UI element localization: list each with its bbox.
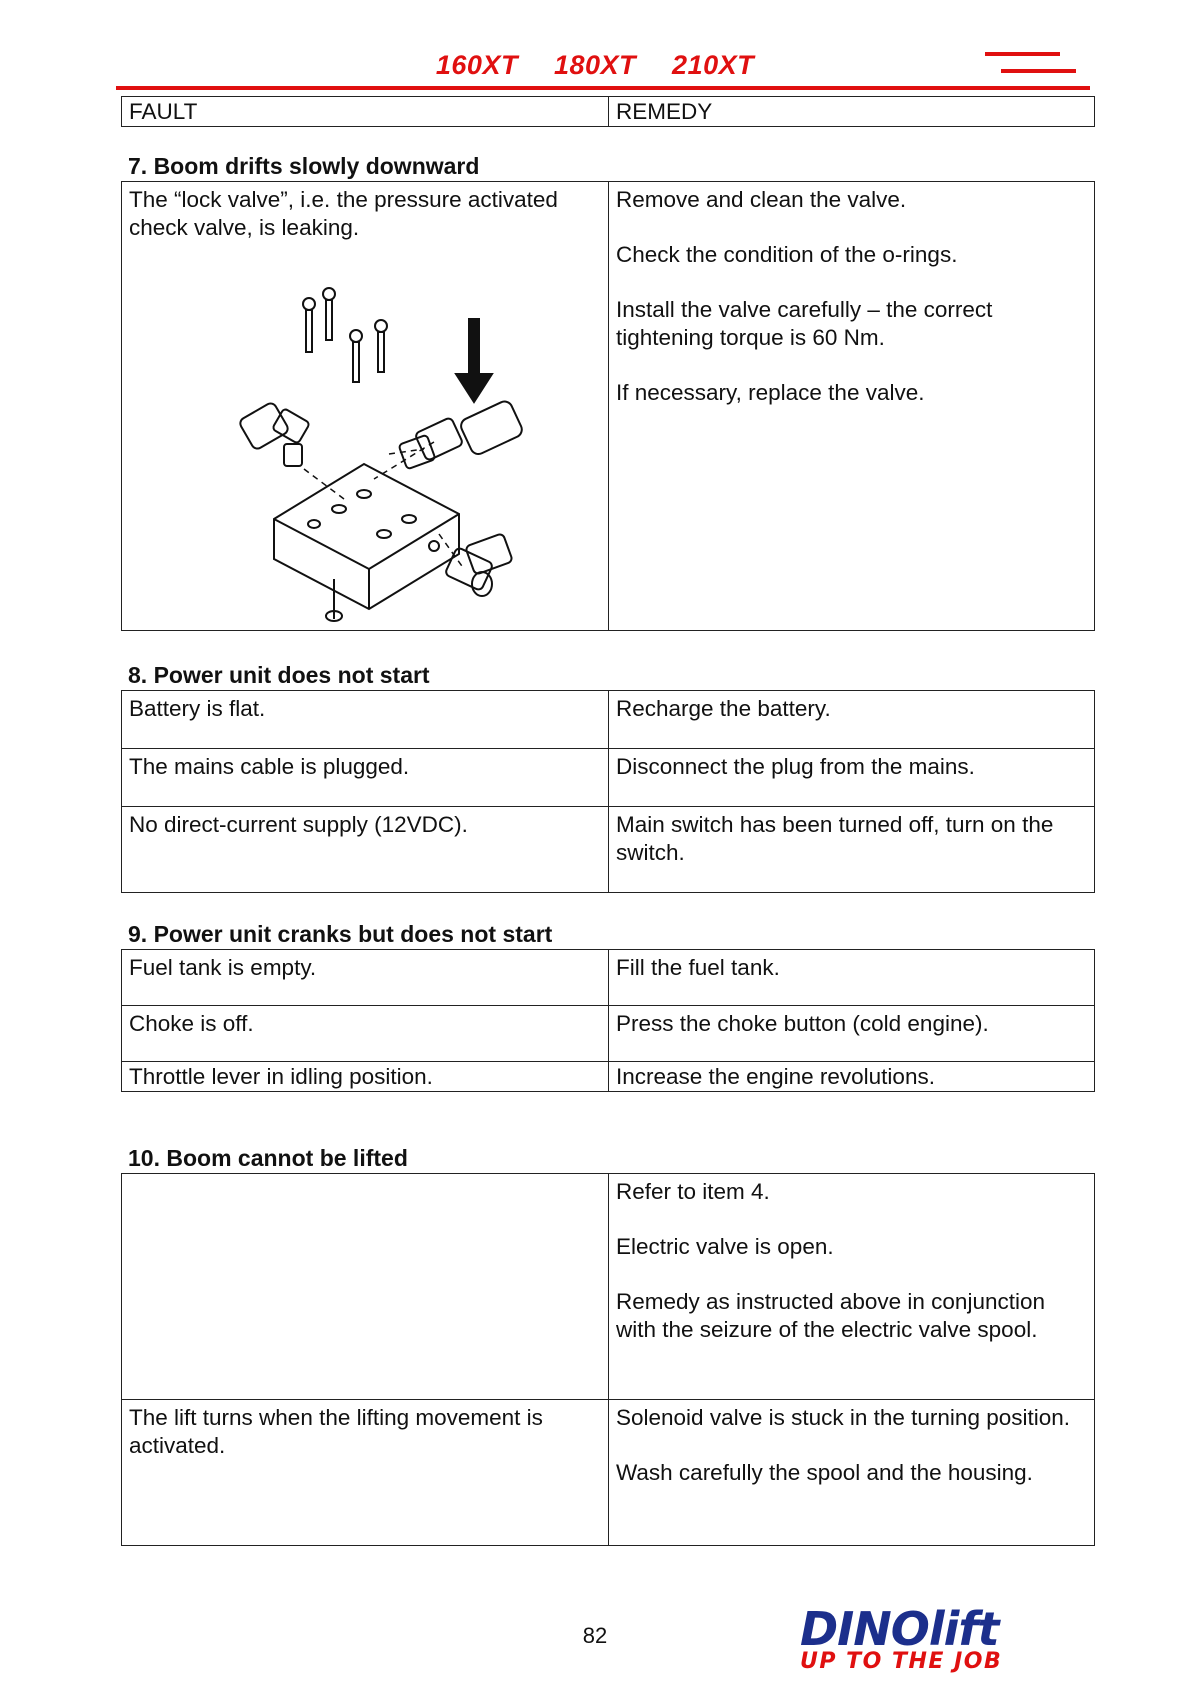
screw-illustration — [303, 288, 387, 382]
remedy-text: Remove and clean the valve. — [616, 187, 907, 212]
column-header-table — [121, 96, 1095, 127]
remedy-cell: Recharge the battery. — [609, 691, 1095, 749]
section-title: 10. Boom cannot be lifted — [128, 1145, 408, 1171]
section-7-table — [121, 181, 1095, 631]
fault-cell: No direct-current supply (12VDC). — [122, 807, 609, 893]
remedy-text: Check the condition of the o-rings. — [616, 242, 958, 267]
page-number: 82 — [582, 1623, 608, 1648]
section-10-table — [121, 1173, 1095, 1546]
remedy-text: If necessary, replace the valve. — [616, 380, 925, 405]
section-8-table — [121, 690, 1095, 893]
fault-cell — [122, 182, 609, 631]
fault-cell: Throttle lever in idling position. — [122, 1062, 609, 1092]
model-name: 180XT — [553, 50, 637, 80]
section-9-table — [121, 949, 1095, 1092]
remedy-text: Solenoid valve is stuck in the turning position. — [616, 1405, 1071, 1430]
remedy-text: Refer to item 4. — [616, 1179, 770, 1204]
left-fitting — [238, 401, 310, 466]
remedy-cell — [609, 1174, 1095, 1400]
remedy-cell: Disconnect the plug from the mains. — [609, 749, 1095, 807]
model-name: 160XT — [435, 50, 518, 80]
remedy-text: Electric valve is open. — [616, 1234, 834, 1259]
section-title: 7. Boom drifts slowly downward — [128, 153, 480, 179]
section-title: 9. Power unit cranks but does not start — [128, 921, 553, 947]
check-valve — [398, 319, 524, 469]
remedy-text: Wash carefully the spool and the housing. — [616, 1460, 1033, 1485]
fault-cell: The mains cable is plugged. — [122, 749, 609, 807]
fault-text: The “lock valve”, i.e. the pressure activated check valve, is leaking. — [129, 187, 558, 240]
brand-logo — [800, 1602, 1010, 1674]
valve-block-diagram — [224, 264, 534, 624]
remedy-cell: Main switch has been turned off, turn on the switch. — [609, 807, 1095, 893]
brand-name: DINOlift — [800, 1602, 999, 1656]
fault-cell — [122, 1174, 609, 1400]
fault-cell: Choke is off. — [122, 1006, 609, 1062]
remedy-cell — [609, 182, 1095, 631]
fault-cell: The lift turns when the lifting movement is activated. — [122, 1400, 609, 1546]
section-title: 8. Power unit does not start — [128, 662, 430, 688]
brand-tagline: UP TO THE JOB — [800, 1649, 1003, 1674]
fault-cell: Battery is flat. — [122, 691, 609, 749]
model-name: 210XT — [672, 50, 755, 80]
remedy-column-header: REMEDY — [609, 97, 1095, 127]
remedy-cell — [609, 1400, 1095, 1546]
remedy-text: Remedy as instructed above in conjunction with the seizure of the electric valve spool. — [616, 1289, 1045, 1342]
remedy-cell: Increase the engine revolutions. — [609, 1062, 1095, 1092]
remedy-cell: Fill the fuel tank. — [609, 950, 1095, 1006]
header-divider — [116, 86, 1090, 90]
fault-cell: Fuel tank is empty. — [122, 950, 609, 1006]
remedy-text: Install the valve carefully – the correct tightening torque is 60 Nm. — [616, 297, 993, 350]
remedy-cell: Press the choke button (cold engine). — [609, 1006, 1095, 1062]
fault-column-header: FAULT — [122, 97, 609, 127]
